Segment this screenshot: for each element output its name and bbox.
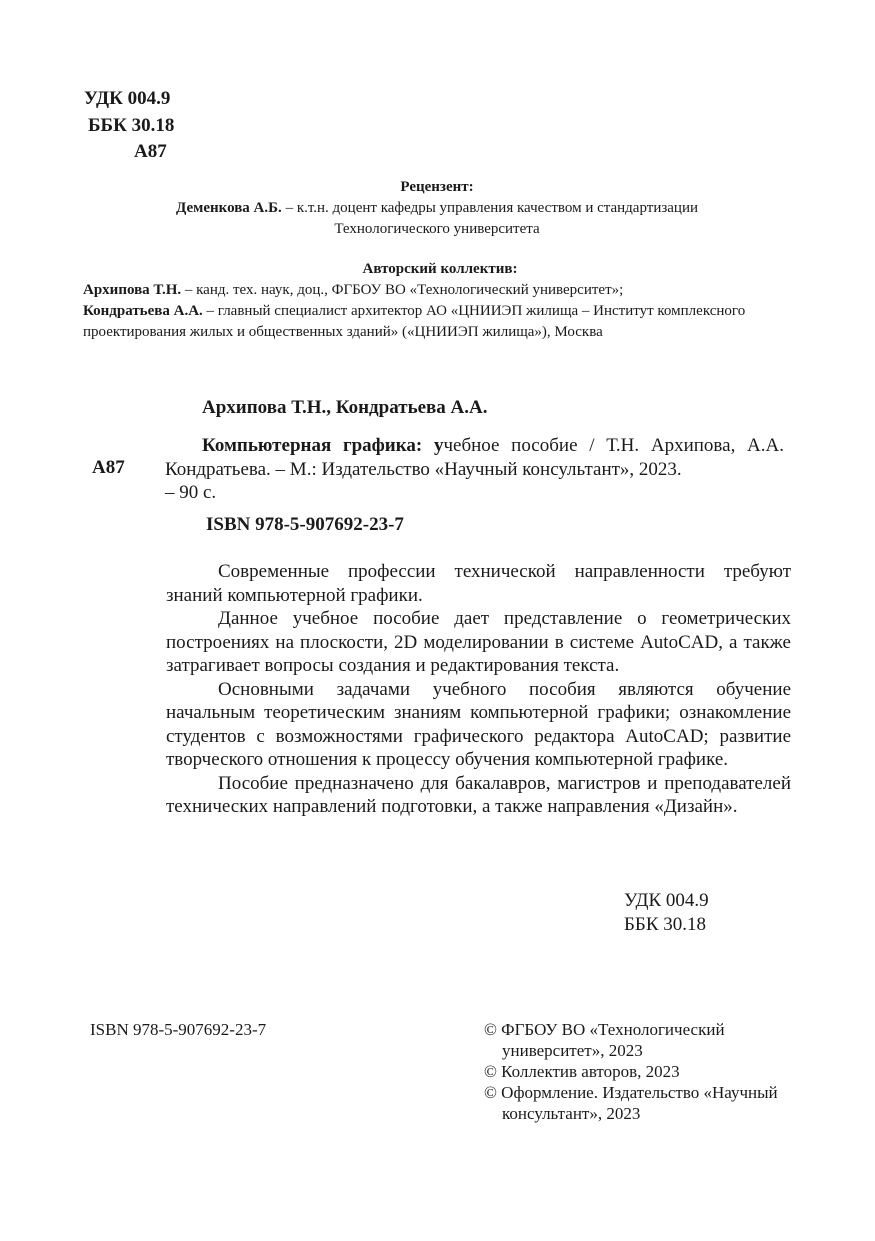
annotation-paragraph: Данное учебное пособие дает представление о геометрических построениях на плоскости, 2D моделировании в системе AutoCAD, а также затрагивает вопросы создания и редактирования текста. <box>166 608 791 676</box>
bibliography-author-mark: А87 <box>92 457 125 478</box>
bibliography-pages: – 90 с. <box>165 482 217 503</box>
book-title-first-letter: у <box>422 435 444 456</box>
annotation-paragraph: Пособие предназначено для бакалавров, магистров и преподавателей технических направлений подготовки, а также направления «Дизайн». <box>166 772 791 817</box>
author1-description: – канд. тех. наук, доц., ФГБОУ ВО «Технологический университет»; <box>181 282 624 298</box>
copyright-item: © ФГБОУ ВО «Технологический университет», 2023 <box>484 1020 725 1060</box>
reviewer-line <box>80 198 794 219</box>
author1-name: Архипова Т.Н. <box>83 282 182 298</box>
copyright-list <box>484 1019 804 1124</box>
bibliography-entry <box>165 434 784 505</box>
reviewer-heading: Рецензент: <box>400 179 474 195</box>
author-mark: А87 <box>134 141 167 162</box>
bibliography-authors: Архипова Т.Н., Кондратьева А.А. <box>202 397 488 418</box>
classification-codes-bottom <box>624 889 709 936</box>
udk-code-bottom: УДК 004.9 <box>624 890 709 911</box>
authors-block <box>83 259 797 343</box>
copyright-item: © Оформление. Издательство «Научный консультант», 2023 <box>484 1083 778 1123</box>
author1-line <box>83 280 797 301</box>
isbn-footer: ISBN 978-5-907692-23-7 <box>90 1020 267 1039</box>
udk-code: УДК 004.9 <box>84 88 171 109</box>
annotation-paragraph: Основными задачами учебного пособия являются обучение начальным теоретическим знаниям компьютерной графики; ознакомление студентов с возможностями графического редактора AutoCAD; развитие творческого отношения к процессу обучения компьютерной графике. <box>166 678 791 770</box>
bbk-code: ББК 30.18 <box>88 114 175 136</box>
annotation-paragraph: Современные профессии технической направленности требуют знаний компьютерной графики. <box>166 561 791 606</box>
authors-heading: Авторский коллектив: <box>362 261 518 277</box>
bbk-code-bottom: ББК 30.18 <box>624 913 706 935</box>
bibliography-text: чебное пособие / Т.Н. Архипова, А.А. Кондратьева. – М.: Издательство «Научный консультант», 2023. <box>165 435 784 480</box>
reviewer-affiliation: Технологического университета <box>334 221 540 237</box>
copyright-item: © Коллектив авторов, 2023 <box>484 1062 680 1081</box>
book-title: Компьютерная графика: <box>202 435 423 456</box>
author2-description: – главный специалист архитектор АО «ЦНИИЭП жилища – Институт комплексного проектирования жилых и общественных зданий» («ЦНИИЭП жилища»), Москва <box>83 303 746 340</box>
reviewer-description: – к.т.н. доцент кафедры управления качеством и стандартизации <box>281 200 699 216</box>
reviewer-name: Деменкова А.Б. <box>175 200 282 216</box>
author2-line <box>83 301 763 343</box>
annotation <box>166 560 791 819</box>
isbn-main: ISBN 978-5-907692-23-7 <box>206 514 404 535</box>
classification-codes <box>84 86 174 166</box>
reviewer-block <box>80 177 794 240</box>
author2-name: Кондратьева А.А. <box>83 303 203 319</box>
